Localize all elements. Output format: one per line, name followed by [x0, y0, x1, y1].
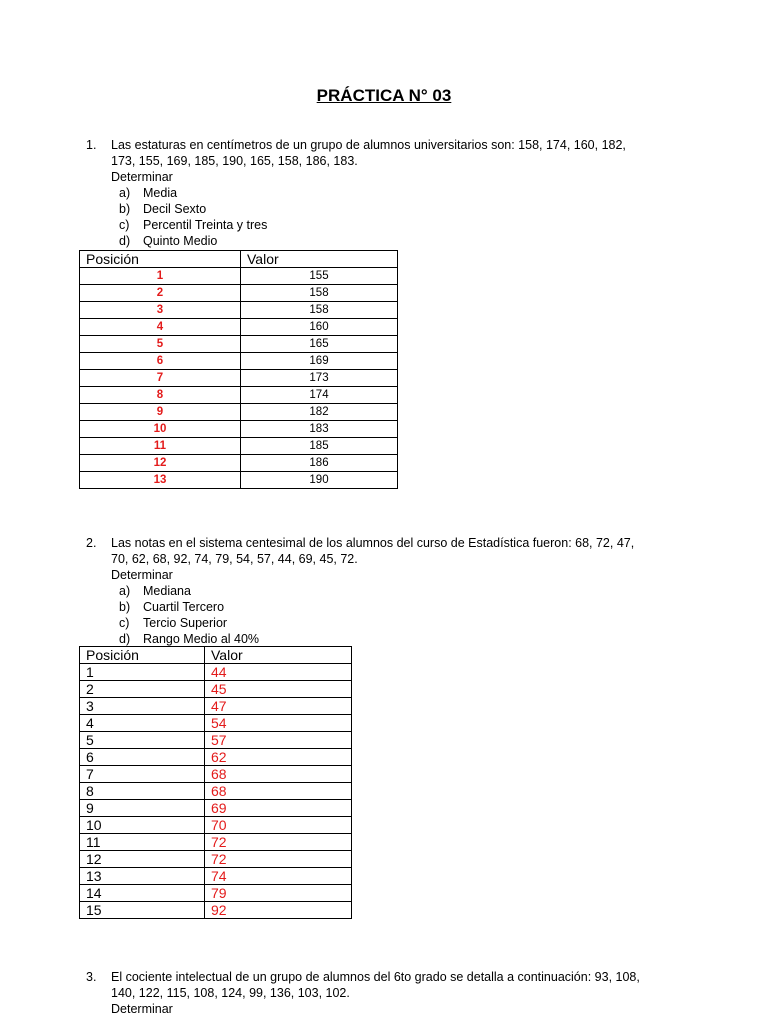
- page-title: PRÁCTICA N° 03: [316, 86, 452, 105]
- position-cell: 11: [80, 438, 241, 455]
- value-cell: 68: [205, 783, 352, 800]
- table-row: [80, 472, 398, 489]
- problem-3: [86, 969, 662, 1017]
- sub-question: d) Quinto Medio: [119, 234, 218, 248]
- table-positions-heights: [79, 250, 398, 489]
- position-cell: 12: [80, 851, 205, 868]
- table-row: [80, 302, 398, 319]
- position-cell: 5: [80, 336, 241, 353]
- position-cell: 1: [80, 664, 205, 681]
- table-row: [80, 664, 352, 681]
- table-row: [80, 902, 352, 919]
- table-row: [80, 370, 398, 387]
- table-row: [80, 817, 352, 834]
- value-cell: 185: [241, 438, 398, 455]
- position-cell: 14: [80, 885, 205, 902]
- table-row: [80, 421, 398, 438]
- value-cell: 47: [205, 698, 352, 715]
- value-cell: 68: [205, 766, 352, 783]
- position-cell: 7: [80, 370, 241, 387]
- value-cell: 186: [241, 455, 398, 472]
- value-cell: 190: [241, 472, 398, 489]
- table-row: [80, 319, 398, 336]
- problem-number: 3.: [86, 970, 97, 984]
- problem-instruction: Determinar: [111, 170, 173, 184]
- value-cell: 92: [205, 902, 352, 919]
- table-row: [80, 783, 352, 800]
- column-header: Posición: [80, 647, 205, 664]
- value-cell: 72: [205, 851, 352, 868]
- column-header: Valor: [241, 251, 398, 268]
- table-row: [80, 766, 352, 783]
- table-row: [80, 438, 398, 455]
- position-cell: 9: [80, 800, 205, 817]
- position-cell: 2: [80, 681, 205, 698]
- position-cell: 11: [80, 834, 205, 851]
- value-cell: 57: [205, 732, 352, 749]
- table-row: [80, 851, 352, 868]
- table-row: [80, 681, 352, 698]
- value-cell: 69: [205, 800, 352, 817]
- sub-question: b) Decil Sexto: [119, 202, 207, 216]
- position-cell: 8: [80, 783, 205, 800]
- problem-instruction: Determinar: [111, 1002, 173, 1016]
- problem-text-line: 140, 122, 115, 108, 124, 99, 136, 103, 102.: [111, 986, 350, 1000]
- sub-question: c) Percentil Treinta y tres: [119, 218, 268, 232]
- problem-text-line: El cociente intelectual de un grupo de alumnos del 6to grado se detalla a continuación: 93, 108,: [111, 970, 640, 984]
- position-cell: 6: [80, 749, 205, 766]
- value-cell: 158: [241, 302, 398, 319]
- position-cell: 10: [80, 817, 205, 834]
- sub-question-list: [119, 583, 662, 647]
- sub-question-list: [119, 185, 662, 249]
- table-row: [80, 353, 398, 370]
- value-cell: 169: [241, 353, 398, 370]
- column-header: Posición: [80, 251, 241, 268]
- position-cell: 4: [80, 715, 205, 732]
- sub-question: a) Media: [119, 186, 178, 200]
- table-row: [80, 285, 398, 302]
- position-cell: 3: [80, 302, 241, 319]
- table-row: [80, 698, 352, 715]
- value-cell: 155: [241, 268, 398, 285]
- value-cell: 158: [241, 285, 398, 302]
- problem-text-line: 70, 62, 68, 92, 74, 79, 54, 57, 44, 69, 45, 72.: [111, 552, 358, 566]
- value-cell: 62: [205, 749, 352, 766]
- problem-number: 2.: [86, 536, 97, 550]
- table-row: [80, 268, 398, 285]
- table-row: [80, 336, 398, 353]
- position-cell: 8: [80, 387, 241, 404]
- sub-question: c) Tercio Superior: [119, 616, 228, 630]
- table-row: [80, 800, 352, 817]
- position-cell: 12: [80, 455, 241, 472]
- value-cell: 165: [241, 336, 398, 353]
- position-cell: 4: [80, 319, 241, 336]
- table-row: [80, 732, 352, 749]
- position-cell: 6: [80, 353, 241, 370]
- column-header: Valor: [205, 647, 352, 664]
- table-row: [80, 404, 398, 421]
- sub-question: b) Cuartil Tercero: [119, 600, 225, 614]
- table-row: [80, 749, 352, 766]
- problem-text-line: Las estaturas en centímetros de un grupo de alumnos universitarios son: 158, 174, 160, 182,: [111, 138, 626, 152]
- value-cell: 74: [205, 868, 352, 885]
- table-row: [80, 455, 398, 472]
- value-cell: 70: [205, 817, 352, 834]
- table-positions-grades: [79, 646, 352, 919]
- problem-text-line: 173, 155, 169, 185, 190, 165, 158, 186, 183.: [111, 154, 358, 168]
- position-cell: 13: [80, 472, 241, 489]
- table-row: [80, 868, 352, 885]
- table-row: [80, 715, 352, 732]
- problem-number: 1.: [86, 138, 97, 152]
- value-cell: 182: [241, 404, 398, 421]
- value-cell: 173: [241, 370, 398, 387]
- table-row: [80, 834, 352, 851]
- table-row: [80, 387, 398, 404]
- value-cell: 160: [241, 319, 398, 336]
- problem-text-line: Las notas en el sistema centesimal de los alumnos del curso de Estadística fueron: 68, 72, 47,: [111, 536, 635, 550]
- position-cell: 9: [80, 404, 241, 421]
- value-cell: 45: [205, 681, 352, 698]
- problem-1: [86, 137, 662, 249]
- value-cell: 44: [205, 664, 352, 681]
- problem-instruction: Determinar: [111, 568, 173, 582]
- position-cell: 10: [80, 421, 241, 438]
- value-cell: 79: [205, 885, 352, 902]
- position-cell: 15: [80, 902, 205, 919]
- position-cell: 1: [80, 268, 241, 285]
- value-cell: 54: [205, 715, 352, 732]
- position-cell: 5: [80, 732, 205, 749]
- position-cell: 2: [80, 285, 241, 302]
- position-cell: 13: [80, 868, 205, 885]
- position-cell: 3: [80, 698, 205, 715]
- table-row: [80, 885, 352, 902]
- value-cell: 174: [241, 387, 398, 404]
- sub-question: d) Rango Medio al 40%: [119, 632, 260, 646]
- value-cell: 72: [205, 834, 352, 851]
- problem-2: [86, 535, 662, 647]
- sub-question: a) Mediana: [119, 584, 191, 598]
- position-cell: 7: [80, 766, 205, 783]
- value-cell: 183: [241, 421, 398, 438]
